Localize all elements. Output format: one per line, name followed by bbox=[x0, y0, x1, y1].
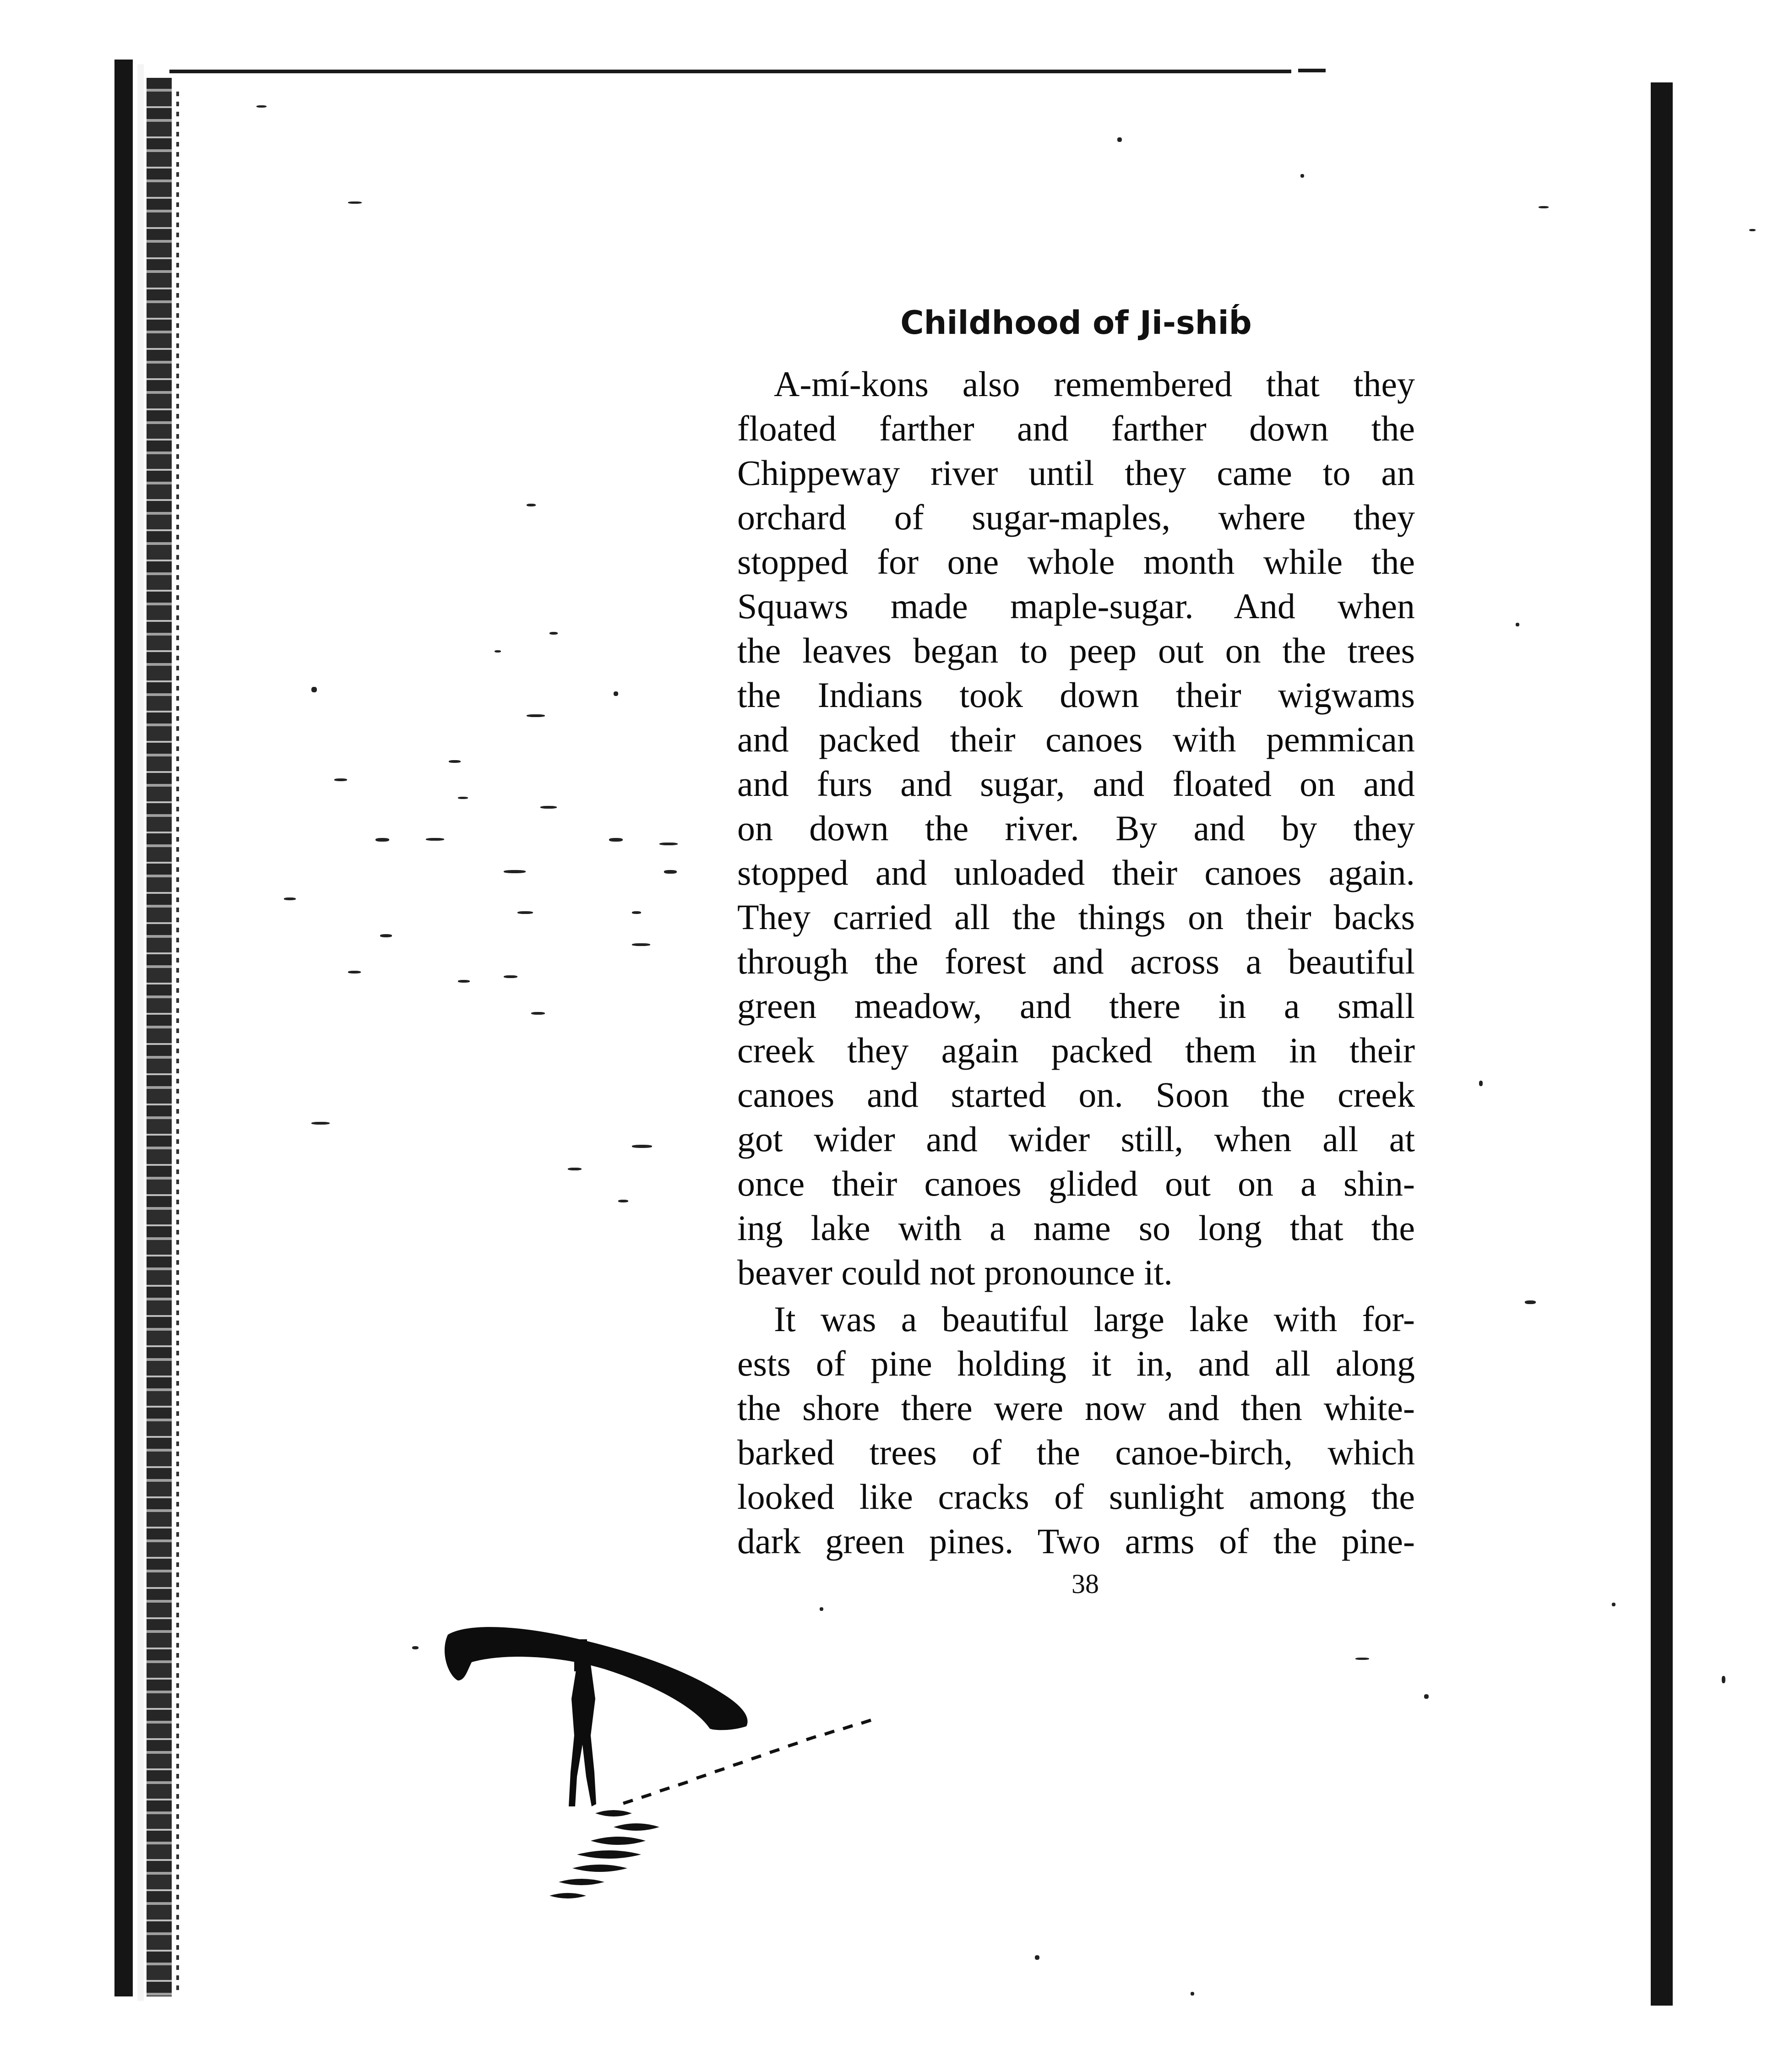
text-line: got wider and wider still, when all at bbox=[737, 1119, 1415, 1159]
text-line: It was a beautiful large lake with for- bbox=[774, 1299, 1415, 1339]
page-text-block bbox=[737, 302, 1415, 1563]
text-line: through the forest and across a beautiful bbox=[737, 941, 1415, 981]
text-line: the leaves began to peep out on the trees bbox=[737, 631, 1415, 670]
text-line: They carried all the things on their backs bbox=[737, 897, 1415, 937]
text-line: once their canoes glided out on a shin- bbox=[737, 1164, 1415, 1203]
canoe-portage-silhouette-icon bbox=[440, 1621, 907, 1932]
text-line: the Indians took down their wigwams bbox=[737, 675, 1415, 715]
text-line: creek they again packed them in their bbox=[737, 1030, 1415, 1070]
top-rule-tail bbox=[1298, 69, 1326, 72]
text-line: barked trees of the canoe-birch, which bbox=[737, 1432, 1415, 1472]
text-line: canoes and started on. Soon the creek bbox=[737, 1075, 1415, 1115]
text-line: A-mí-kons also remembered that they bbox=[774, 364, 1415, 404]
text-line: looked like cracks of sunlight among the bbox=[737, 1477, 1415, 1517]
text-line: dark green pines. Two arms of the pine- bbox=[737, 1521, 1415, 1561]
text-line: stopped for one whole month while the bbox=[737, 542, 1415, 582]
top-rule bbox=[169, 70, 1291, 73]
text-line: beaver could not pronounce it. bbox=[737, 1252, 1173, 1292]
page-number: 38 bbox=[1071, 1569, 1099, 1599]
binding-texture bbox=[147, 78, 172, 1996]
text-line: Squaws made maple-sugar. And when bbox=[737, 586, 1415, 626]
text-line: ing lake with a name so long that the bbox=[737, 1208, 1415, 1248]
binding-stitching bbox=[176, 92, 179, 1992]
paragraph-2 bbox=[737, 1297, 1415, 1563]
binding-gap bbox=[137, 64, 144, 2001]
text-line: on down the river. By and by they bbox=[737, 808, 1415, 848]
text-line: Chippeway river until they came to an bbox=[737, 453, 1415, 493]
text-line: green meadow, and there in a small bbox=[737, 986, 1415, 1026]
running-head: Childhood of Ji-shib́ bbox=[900, 304, 1252, 342]
text-line: the shore there were now and then white- bbox=[737, 1388, 1415, 1428]
right-page-edge bbox=[1651, 82, 1673, 2006]
binding-edge bbox=[114, 60, 133, 1996]
text-line: stopped and unloaded their canoes again. bbox=[737, 853, 1415, 892]
text-line: and packed their canoes with pemmican bbox=[737, 719, 1415, 759]
paragraph-1 bbox=[737, 362, 1415, 1294]
text-line: orchard of sugar-maples, where they bbox=[737, 497, 1415, 537]
text-line: floated farther and farther down the bbox=[737, 408, 1415, 448]
text-line: and furs and sugar, and floated on and bbox=[737, 764, 1415, 804]
text-line: ests of pine holding it in, and all along bbox=[737, 1343, 1415, 1383]
